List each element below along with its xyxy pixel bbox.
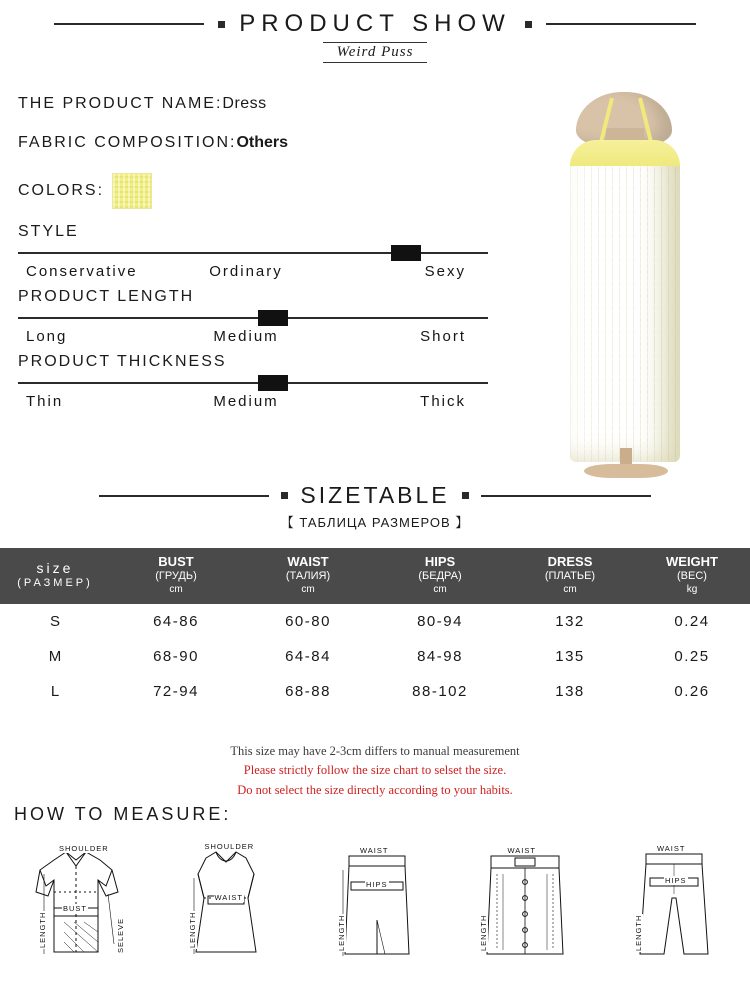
scale-length-marker bbox=[258, 310, 288, 326]
table-row bbox=[0, 674, 750, 709]
caption-length-dress: LENGTH bbox=[187, 911, 197, 948]
measure-figure-shirt bbox=[8, 834, 144, 992]
scale-style-labels bbox=[18, 263, 488, 280]
product-name-label: THE PRODUCT NAME: bbox=[18, 95, 223, 112]
cell-weight-l: 0.26 bbox=[674, 682, 710, 700]
sizetable-square-left-icon bbox=[281, 492, 288, 499]
yellow-dress bbox=[570, 140, 680, 462]
how-to-measure-figures bbox=[8, 832, 742, 992]
scale-style-bar bbox=[18, 245, 488, 261]
scale-style-option-0: Conservative bbox=[26, 263, 138, 280]
cell-bust-l: 72-94 bbox=[153, 682, 199, 700]
size-note-1: This size may have 2-3cm differs to manual measurement bbox=[230, 744, 520, 758]
scale-style-option-2: Sexy bbox=[424, 263, 467, 280]
fabric-value: Others bbox=[236, 134, 289, 151]
scale-style-option-1: Ordinary bbox=[209, 263, 283, 280]
col-header-size-en: size bbox=[36, 559, 74, 576]
caption-waist-dress: WAIST bbox=[214, 893, 243, 902]
caption-length-pants: LENGTH bbox=[634, 914, 643, 951]
scale-style-title: STYLE bbox=[18, 223, 79, 240]
col-header-size-ru: (РАЗМЕР) bbox=[17, 577, 93, 590]
cell-weight-m: 0.25 bbox=[674, 647, 710, 665]
table-row bbox=[0, 604, 750, 639]
col-header-waist bbox=[242, 548, 374, 604]
sizetable-title: SIZETABLE bbox=[300, 482, 450, 508]
dress-bodice bbox=[570, 140, 680, 166]
col-header-waist-unit: cm bbox=[301, 584, 315, 595]
header-square-right-icon bbox=[525, 21, 532, 28]
cell-hips-l: 88-102 bbox=[412, 682, 468, 700]
cell-waist-l: 68-88 bbox=[285, 682, 331, 700]
col-header-hips bbox=[374, 548, 506, 604]
cell-dress-s: 132 bbox=[555, 612, 585, 630]
colors-row bbox=[18, 173, 488, 209]
scale-thickness-option-1: Medium bbox=[213, 393, 279, 410]
col-header-waist-en: WAIST bbox=[287, 554, 329, 569]
scale-thickness-option-0: Thin bbox=[26, 393, 64, 410]
scale-length-option-1: Medium bbox=[213, 328, 279, 345]
measure-figure-skirt-long bbox=[307, 834, 443, 992]
scale-length-labels bbox=[18, 328, 488, 345]
caption-shoulder-dress: SHOULDER bbox=[204, 842, 255, 851]
col-header-weight-ru: (ВЕС) bbox=[677, 570, 707, 583]
cell-weight-s: 0.24 bbox=[674, 612, 710, 630]
page-title: PRODUCT SHOW bbox=[239, 10, 511, 37]
col-header-waist-ru: (ТАЛИЯ) bbox=[285, 570, 331, 583]
col-header-dress-ru: (ПЛАТЬЕ) bbox=[544, 570, 596, 583]
col-header-dress bbox=[506, 548, 634, 604]
scale-length-option-0: Long bbox=[26, 328, 68, 345]
page-header bbox=[0, 0, 750, 63]
scale-length-title: PRODUCT LENGTH bbox=[18, 288, 195, 305]
caption-waist-pants: WAIST bbox=[657, 844, 686, 853]
header-rule-right bbox=[546, 23, 696, 25]
brand-name: Weird Puss bbox=[323, 42, 428, 63]
cell-size-l: L bbox=[50, 682, 60, 700]
scale-length-line bbox=[18, 317, 488, 319]
size-note-2: Please strictly follow the size chart to selset the size. bbox=[243, 763, 507, 778]
caption-waist-skirt-long: WAIST bbox=[360, 846, 389, 855]
size-note-3: Do not select the size directly according to your habits. bbox=[237, 782, 513, 797]
caption-waist-skirt-button: WAIST bbox=[507, 846, 536, 855]
header-rule-left bbox=[54, 23, 204, 25]
scale-thickness-labels bbox=[18, 393, 488, 410]
col-header-dress-unit: cm bbox=[563, 584, 577, 595]
scale-thickness-option-2: Thick bbox=[420, 393, 467, 410]
col-header-size bbox=[0, 548, 110, 604]
caption-hips-skirt-long: HIPS bbox=[366, 880, 388, 889]
caption-bust-shirt: BUST bbox=[63, 904, 88, 913]
sizetable-rule-right bbox=[481, 495, 651, 497]
product-name-row bbox=[18, 95, 488, 113]
col-header-bust-ru: (ГРУДЬ) bbox=[155, 570, 197, 583]
scale-thickness-line bbox=[18, 382, 488, 384]
col-header-weight-en: WEIGHT bbox=[666, 554, 718, 569]
measure-figure-pants bbox=[606, 834, 742, 992]
how-to-measure-title: HOW TO MEASURE: bbox=[14, 804, 232, 824]
sizetable-title-row bbox=[0, 482, 750, 509]
cell-size-m: M bbox=[48, 647, 62, 665]
cell-waist-s: 60-80 bbox=[285, 612, 331, 630]
col-header-bust-en: BUST bbox=[158, 554, 194, 569]
fabric-label: FABRIC COMPOSITION: bbox=[18, 134, 237, 151]
size-table bbox=[0, 548, 750, 709]
col-header-hips-unit: cm bbox=[433, 584, 447, 595]
cell-hips-m: 84-98 bbox=[417, 647, 463, 665]
product-spec-block bbox=[18, 95, 488, 418]
sizetable-rule-left bbox=[99, 495, 269, 497]
sizetable-heading bbox=[0, 482, 750, 531]
caption-hips-pants: HIPS bbox=[665, 876, 687, 885]
col-header-weight-unit: kg bbox=[686, 584, 698, 595]
col-header-bust-unit: cm bbox=[169, 584, 183, 595]
color-swatch-yellow bbox=[112, 173, 152, 209]
scale-length-bar bbox=[18, 310, 488, 326]
scale-style-marker bbox=[391, 245, 421, 261]
caption-sleeve-shirt: SELEVE bbox=[116, 917, 125, 953]
size-table-header-row bbox=[0, 548, 750, 604]
size-table-body bbox=[0, 604, 750, 709]
cell-dress-l: 138 bbox=[555, 682, 585, 700]
cell-waist-m: 64-84 bbox=[285, 647, 331, 665]
fabric-row bbox=[18, 134, 488, 152]
sizetable-subtitle: 【 ТАБЛИЦА РАЗМЕРОВ 】 bbox=[280, 515, 470, 530]
caption-length-shirt: LENGTH bbox=[38, 911, 47, 948]
col-header-hips-en: HIPS bbox=[424, 554, 456, 569]
product-photo bbox=[510, 88, 740, 478]
colors-label: COLORS: bbox=[18, 182, 105, 199]
mannequin-base bbox=[584, 464, 668, 478]
cell-bust-m: 68-90 bbox=[153, 647, 199, 665]
cell-hips-s: 80-94 bbox=[417, 612, 463, 630]
sizetable-square-right-icon bbox=[462, 492, 469, 499]
scale-thickness-marker bbox=[258, 375, 288, 391]
measure-figure-dress bbox=[158, 834, 294, 992]
table-row bbox=[0, 639, 750, 674]
scale-thickness-title: PRODUCT THICKNESS bbox=[18, 353, 227, 370]
caption-length-skirt-button: LENGTH bbox=[478, 914, 488, 951]
scale-style bbox=[18, 223, 488, 280]
cell-dress-m: 135 bbox=[555, 647, 585, 665]
scale-length-option-2: Short bbox=[420, 328, 467, 345]
size-notes bbox=[0, 742, 750, 800]
col-header-dress-en: DRESS bbox=[547, 554, 593, 569]
scale-thickness bbox=[18, 353, 488, 410]
cell-size-s: S bbox=[49, 612, 60, 630]
scale-thickness-bar bbox=[18, 375, 488, 391]
scale-length bbox=[18, 288, 488, 345]
caption-shoulder-shirt: SHOULDER bbox=[59, 844, 109, 853]
size-table-head bbox=[0, 548, 750, 604]
product-name-value: Dress bbox=[222, 95, 267, 112]
header-square-left-icon bbox=[218, 21, 225, 28]
col-header-bust bbox=[110, 548, 242, 604]
measure-figure-skirt-button bbox=[457, 834, 593, 992]
caption-length-skirt-long: LENGTH bbox=[337, 914, 346, 951]
col-header-weight bbox=[634, 548, 750, 604]
col-header-hips-ru: (БЕДРА) bbox=[418, 570, 462, 583]
header-title-row bbox=[0, 10, 750, 38]
cell-bust-s: 64-86 bbox=[153, 612, 199, 630]
